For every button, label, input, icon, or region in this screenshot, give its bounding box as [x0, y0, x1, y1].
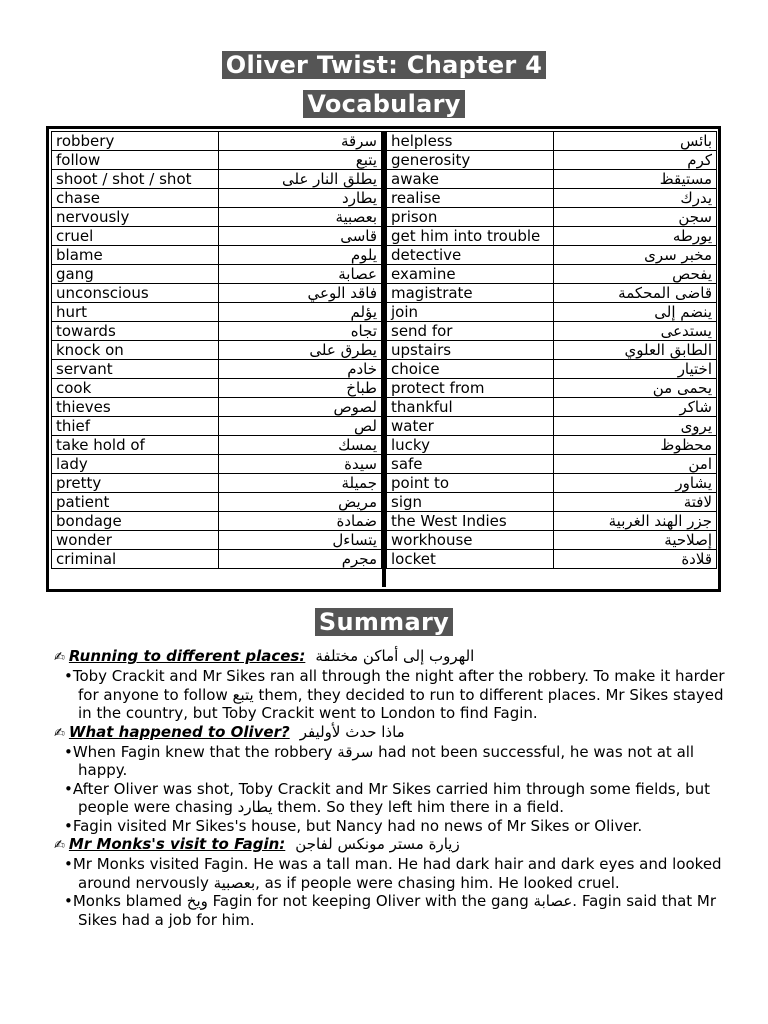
summary-heading-text: Summary — [315, 608, 453, 636]
vocab-arabic: جميلة — [219, 474, 382, 493]
summary-bullet: •Fagin visited Mr Sikes's house, but Nancy had no news of Mr Sikes or Oliver. — [64, 816, 643, 835]
vocab-arabic: يمسك — [219, 436, 382, 455]
vocab-row — [387, 227, 717, 246]
vocab-row — [387, 208, 717, 227]
vocabulary-heading — [0, 90, 768, 118]
vocab-english: lady — [52, 455, 219, 474]
vocab-arabic: يورطه — [554, 227, 717, 246]
vocabulary-table-left — [51, 131, 382, 587]
vocab-arabic: قلادة — [554, 550, 717, 569]
vocab-english: thankful — [387, 398, 554, 417]
vocab-row — [52, 322, 382, 341]
vocab-arabic: يشاور — [554, 474, 717, 493]
vocab-arabic: يطرق على — [219, 341, 382, 360]
summary-heading-arabic: الهروب إلى أماكن مختلفة — [315, 647, 475, 665]
summary-heading-arabic: ماذا حدث لأوليفر — [299, 722, 405, 741]
summary-heading-arabic: زيارة مستر مونكس لفاجن — [295, 835, 460, 854]
vocab-row — [52, 436, 382, 455]
vocab-arabic: يفحص — [554, 265, 717, 284]
summary-bullet: •Monks blamed ويخ Fagin for not keeping Oliver with the gang عصابة. Fagin said that Mr Sikes had a job for him. — [64, 892, 717, 929]
vocab-row — [387, 170, 717, 189]
vocab-row — [52, 341, 382, 360]
vocab-english: towards — [52, 322, 219, 341]
vocab-arabic: سرقة — [219, 132, 382, 151]
vocab-english: cruel — [52, 227, 219, 246]
vocab-row — [52, 493, 382, 512]
vocab-english: criminal — [52, 550, 219, 569]
vocab-english: generosity — [387, 151, 554, 170]
summary-heading-english: Running to different places: — [68, 647, 306, 665]
vocab-arabic: لصوص — [219, 398, 382, 417]
summary-heading-english: What happened to Oliver? — [68, 722, 290, 741]
vocab-row — [52, 417, 382, 436]
vocab-arabic: يتساءل — [219, 531, 382, 550]
vocab-arabic: يحمى من — [554, 379, 717, 398]
vocabulary-table-right — [386, 131, 717, 587]
vocab-arabic: كرم — [554, 151, 717, 170]
vocab-row — [387, 303, 717, 322]
vocab-english: choice — [387, 360, 554, 379]
summary-section-heading — [54, 835, 734, 855]
vocab-arabic: يستدعى — [554, 322, 717, 341]
vocab-row — [387, 512, 717, 531]
vocab-english: take hold of — [52, 436, 219, 455]
vocab-row — [52, 379, 382, 398]
vocab-english: thief — [52, 417, 219, 436]
vocab-english: cook — [52, 379, 219, 398]
vocab-english: robbery — [52, 132, 219, 151]
vocabulary-heading-text: Vocabulary — [303, 90, 464, 118]
vocab-row — [387, 341, 717, 360]
vocab-row — [387, 474, 717, 493]
vocab-arabic: سيدة — [219, 455, 382, 474]
vocab-english: upstairs — [387, 341, 554, 360]
summary-heading — [0, 608, 768, 636]
vocab-row — [387, 151, 717, 170]
vocab-arabic: جزر الهند الغربية — [554, 512, 717, 531]
vocab-arabic: خادم — [219, 360, 382, 379]
vocab-english: send for — [387, 322, 554, 341]
vocab-row — [52, 531, 382, 550]
vocab-row — [52, 170, 382, 189]
page-title-text: Oliver Twist: Chapter 4 — [222, 51, 546, 79]
summary-bullet: •When Fagin knew that the robbery سرقة had not been successful, he was not at all happy. — [64, 743, 695, 780]
vocab-english: the West Indies — [387, 512, 554, 531]
vocab-row — [387, 265, 717, 284]
vocab-arabic: فاقد الوعي — [219, 284, 382, 303]
vocab-row — [387, 189, 717, 208]
vocab-english: helpless — [387, 132, 554, 151]
vocab-row — [387, 455, 717, 474]
vocab-english: examine — [387, 265, 554, 284]
vocab-arabic: امن — [554, 455, 717, 474]
summary-section-heading — [54, 647, 734, 667]
vocab-english: unconscious — [52, 284, 219, 303]
vocab-row — [52, 360, 382, 379]
vocab-english: water — [387, 417, 554, 436]
vocab-arabic: لافتة — [554, 493, 717, 512]
writing-hand-icon: ✍ — [54, 838, 65, 854]
vocab-english: patient — [52, 493, 219, 512]
vocab-english: nervously — [52, 208, 219, 227]
summary-section — [54, 647, 734, 929]
vocab-row — [387, 284, 717, 303]
vocab-english: detective — [387, 246, 554, 265]
vocab-row — [387, 550, 717, 569]
vocab-arabic: إصلاحية — [554, 531, 717, 550]
vocab-english: awake — [387, 170, 554, 189]
summary-heading-english: Mr Monks's visit to Fagin: — [68, 835, 286, 854]
vocab-row — [387, 322, 717, 341]
writing-hand-icon: ✍ — [54, 650, 65, 665]
vocab-english: blame — [52, 246, 219, 265]
vocab-english: sign — [387, 493, 554, 512]
page-title — [0, 51, 768, 79]
vocab-english: safe — [387, 455, 554, 474]
vocab-row — [52, 474, 382, 493]
vocab-arabic: مريض — [219, 493, 382, 512]
vocab-arabic: يدرك — [554, 189, 717, 208]
vocab-english: gang — [52, 265, 219, 284]
vocab-arabic: بائس — [554, 132, 717, 151]
vocab-english: lucky — [387, 436, 554, 455]
vocab-arabic: يتبع — [219, 151, 382, 170]
vocab-arabic: يروى — [554, 417, 717, 436]
vocab-english: wonder — [52, 531, 219, 550]
summary-section-heading — [54, 723, 734, 743]
vocab-row — [52, 151, 382, 170]
summary-bullet: •Toby Crackit and Mr Sikes ran all through the night after the robbery. To make it harder for anyone to follow يتبع them, they decided to run to different places. Mr Sikes stayed in the country, but Toby Crackit went to London to find Fagin. — [64, 667, 725, 723]
vocab-row — [387, 379, 717, 398]
writing-hand-icon: ✍ — [54, 725, 65, 741]
vocab-row — [52, 227, 382, 246]
vocab-arabic: بعصبية — [219, 208, 382, 227]
vocab-row — [387, 417, 717, 436]
vocab-row — [52, 208, 382, 227]
vocab-english: knock on — [52, 341, 219, 360]
vocab-row — [387, 132, 717, 151]
vocab-arabic: مخبر سرى — [554, 246, 717, 265]
vocab-row — [52, 512, 382, 531]
vocab-english: prison — [387, 208, 554, 227]
vocab-row — [52, 303, 382, 322]
vocab-english: bondage — [52, 512, 219, 531]
vocab-row — [387, 531, 717, 550]
vocab-row — [52, 284, 382, 303]
vocab-arabic: طباخ — [219, 379, 382, 398]
vocab-arabic: اختيار — [554, 360, 717, 379]
vocab-row — [52, 246, 382, 265]
vocab-row — [387, 493, 717, 512]
vocab-arabic: شاكر — [554, 398, 717, 417]
vocab-english: servant — [52, 360, 219, 379]
vocab-english: shoot / shot / shot — [52, 170, 219, 189]
vocab-arabic: لص — [219, 417, 382, 436]
vocab-row — [52, 189, 382, 208]
vocab-english: pretty — [52, 474, 219, 493]
vocab-english: realise — [387, 189, 554, 208]
vocab-arabic: يؤلم — [219, 303, 382, 322]
vocab-arabic: قاضى المحكمة — [554, 284, 717, 303]
vocab-arabic: تجاه — [219, 322, 382, 341]
vocab-english: thieves — [52, 398, 219, 417]
vocab-english: hurt — [52, 303, 219, 322]
vocabulary-table — [46, 126, 721, 592]
vocab-arabic: يطلق النار على — [219, 170, 382, 189]
vocab-english: magistrate — [387, 284, 554, 303]
vocab-arabic: ينضم إلى — [554, 303, 717, 322]
vocab-row — [387, 436, 717, 455]
vocab-arabic: سجن — [554, 208, 717, 227]
vocab-row — [52, 265, 382, 284]
vocab-english: get him into trouble — [387, 227, 554, 246]
vocab-english: join — [387, 303, 554, 322]
vocab-row — [52, 398, 382, 417]
vocab-arabic: قاسى — [219, 227, 382, 246]
vocab-english: locket — [387, 550, 554, 569]
vocab-english: protect from — [387, 379, 554, 398]
vocab-row — [387, 246, 717, 265]
summary-bullet: •After Oliver was shot, Toby Crackit and Mr Sikes carried him through some fields, but people were chasing يطارد them. So they left him there in a field. — [64, 779, 711, 817]
vocab-row — [52, 550, 382, 569]
vocab-arabic: يلوم — [219, 246, 382, 265]
vocab-arabic: محظوظ — [554, 436, 717, 455]
vocab-row — [52, 132, 382, 151]
summary-bullet: •Mr Monks visited Fagin. He was a tall man. He had dark hair and dark eyes and looked around nervously بعصبية, as if people were chasing him. He looked cruel. — [64, 855, 722, 892]
vocab-english: follow — [52, 151, 219, 170]
vocab-arabic: عصابة — [219, 265, 382, 284]
vocab-english: point to — [387, 474, 554, 493]
vocab-arabic: يطارد — [219, 189, 382, 208]
vocab-row — [52, 455, 382, 474]
vocab-row — [387, 398, 717, 417]
vocab-arabic: مستيقظ — [554, 170, 717, 189]
vocab-arabic: ضمادة — [219, 512, 382, 531]
vocab-arabic: الطابق العلوي — [554, 341, 717, 360]
vocab-english: chase — [52, 189, 219, 208]
vocab-arabic: مجرم — [219, 550, 382, 569]
vocab-english: workhouse — [387, 531, 554, 550]
vocab-row — [387, 360, 717, 379]
